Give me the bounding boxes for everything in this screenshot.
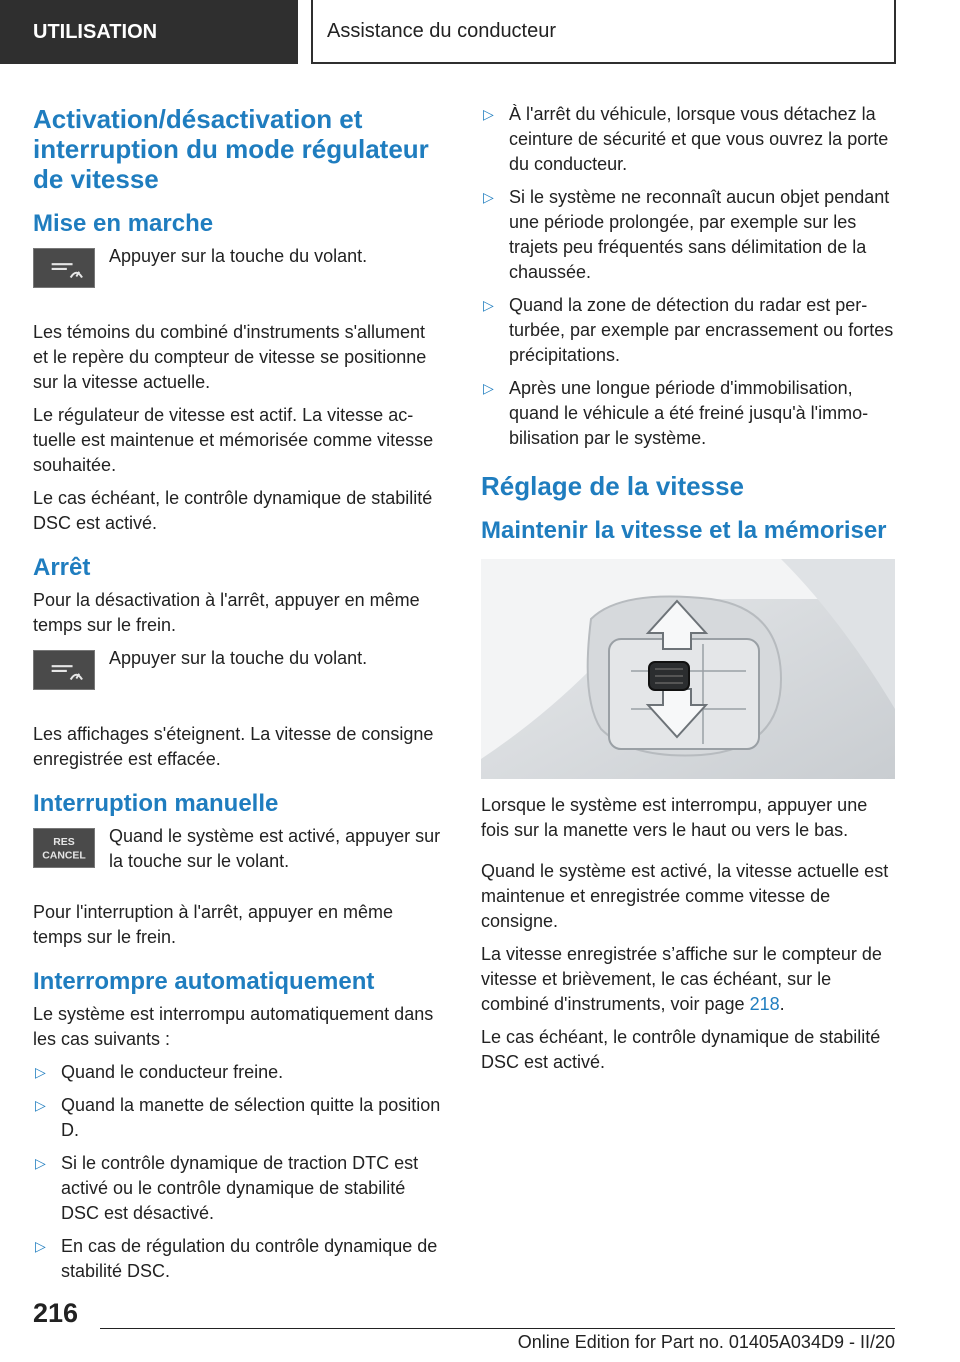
paragraph: Le cas échéant, le contrôle dynamique de stabilité DSC est activé. (481, 1027, 881, 1072)
instruction-row (33, 646, 443, 712)
right-column (481, 98, 895, 1083)
list-item: ▷ Si le contrôle dynamique de traction DTC est activé ou le contrôle dynamique de stabilité DSC est désactivé. (35, 1153, 419, 1223)
res-cancel-button-icon (33, 828, 95, 868)
list-item: ▷ Quand le conducteur freine. (33, 1060, 443, 1085)
paragraph: Les affichages s'éteignent. La vitesse de consigne enregistrée est effacée. (33, 724, 434, 769)
list-item: ▷ À l'arrêt du véhicule, lorsque vous détachez la ceinture de sécurité et que vous ouvrez la porte du conducteur. (483, 104, 889, 174)
heading-mise-en-marche: Mise en marche (33, 210, 214, 237)
paragraph: Pour la désactivation à l'arrêt, appuyer en même temps sur le frein. (33, 590, 420, 635)
chapter-title: Assistance du conducteur (311, 0, 896, 64)
instruction-row (33, 824, 443, 890)
list-item: ▷ Si le système ne reconnaît aucun objet pendant une période prolongée, par exemple sur les trajets peu fréquentés sans délimitation de la chaussée. (483, 187, 890, 282)
heading-maintenir-vitesse: Maintenir la vitesse et la mémoriser (481, 517, 887, 544)
heading-interruption-manuelle: Interruption manuelle (33, 790, 279, 817)
triangle-bullet-icon: ▷ (483, 189, 494, 205)
triangle-bullet-icon: ▷ (483, 106, 494, 122)
heading-interrompre-automatiquement: Interrompre automatiquement (33, 968, 375, 995)
condition-list (33, 1060, 443, 1284)
paragraph: La vitesse enregistrée s’affiche sur le compteur de vitesse et brièvement, le cas échéant, sur le combiné d'instruments, voir page 218. (481, 944, 882, 1014)
page-header (0, 0, 960, 66)
list-item: ▷ En cas de régulation du contrôle dynamique de stabilité DSC. (35, 1236, 438, 1281)
instruction-text: Appuyer sur la touche du volant. (109, 648, 368, 668)
instruction-text: Quand le système est activé, appuyer sur la touche sur le volant. (109, 826, 441, 871)
triangle-bullet-icon: ▷ (483, 380, 494, 396)
page-number: 216 (33, 1298, 79, 1328)
cancel-label: CANCEL (42, 850, 86, 862)
condition-list-continued (481, 102, 895, 451)
triangle-bullet-icon: ▷ (35, 1097, 46, 1113)
edition-footer: Online Edition for Part no. 01405A034D9 - II/20 (517, 1332, 895, 1352)
instruction-row (33, 244, 443, 310)
instruction-text: Appuyer sur la touche du volant. (109, 246, 368, 266)
paragraph: Le cas échéant, le contrôle dynamique de stabilité DSC est activé. (33, 488, 433, 533)
left-column (33, 98, 443, 1292)
section-title: Activation/désactivation et interruption du mode régulateur de vitesse (33, 104, 429, 194)
list-item: ▷ Quand la manette de sélection quitte la position D. (35, 1095, 441, 1140)
section-tab: UTILISATION (0, 0, 298, 64)
res-label: RES (53, 837, 75, 849)
paragraph: Pour l'interruption à l'arrêt, appuyer en même temps sur le frein. (33, 902, 394, 947)
cruise-control-button-icon (33, 248, 95, 288)
footer-divider (100, 1328, 895, 1329)
heading-arret: Arrêt (33, 554, 91, 581)
triangle-bullet-icon: ▷ (35, 1238, 46, 1254)
triangle-bullet-icon: ▷ (483, 297, 494, 313)
page-link[interactable]: 218 (749, 994, 780, 1014)
paragraph: Le système est interrompu automatiquement dans les cas suivants : (33, 1004, 434, 1049)
paragraph: Quand le système est activé, la vitesse actuelle est maintenue et enregistrée comme vitesse de consigne. (481, 861, 889, 931)
paragraph: Les témoins du combiné d'instruments s'allument et le repère du compteur de vitesse se positionne sur la vitesse actuelle. (33, 322, 427, 392)
paragraph: Lorsque le système est interrompu, appuyer une fois sur la manette vers le haut ou vers le bas. (481, 795, 868, 840)
list-item: ▷ Après une longue période d'immobilisation, quand le véhicule a été freiné jusqu'à l'immobilisation par le système. (483, 378, 869, 448)
list-item: ▷ Quand la zone de détection du radar est perturbée, par exemple par encrassement ou fortes précipitations. (483, 295, 894, 365)
paragraph: Le régulateur de vitesse est actif. La vitesse actuelle est maintenue et mémorisée comme vitesse souhaitée. (33, 405, 434, 475)
steering-wheel-controls-image (481, 559, 895, 779)
cruise-control-button-icon (33, 650, 95, 690)
triangle-bullet-icon: ▷ (35, 1155, 46, 1171)
section-title: Réglage de la vitesse (481, 471, 745, 501)
triangle-bullet-icon: ▷ (35, 1064, 46, 1080)
